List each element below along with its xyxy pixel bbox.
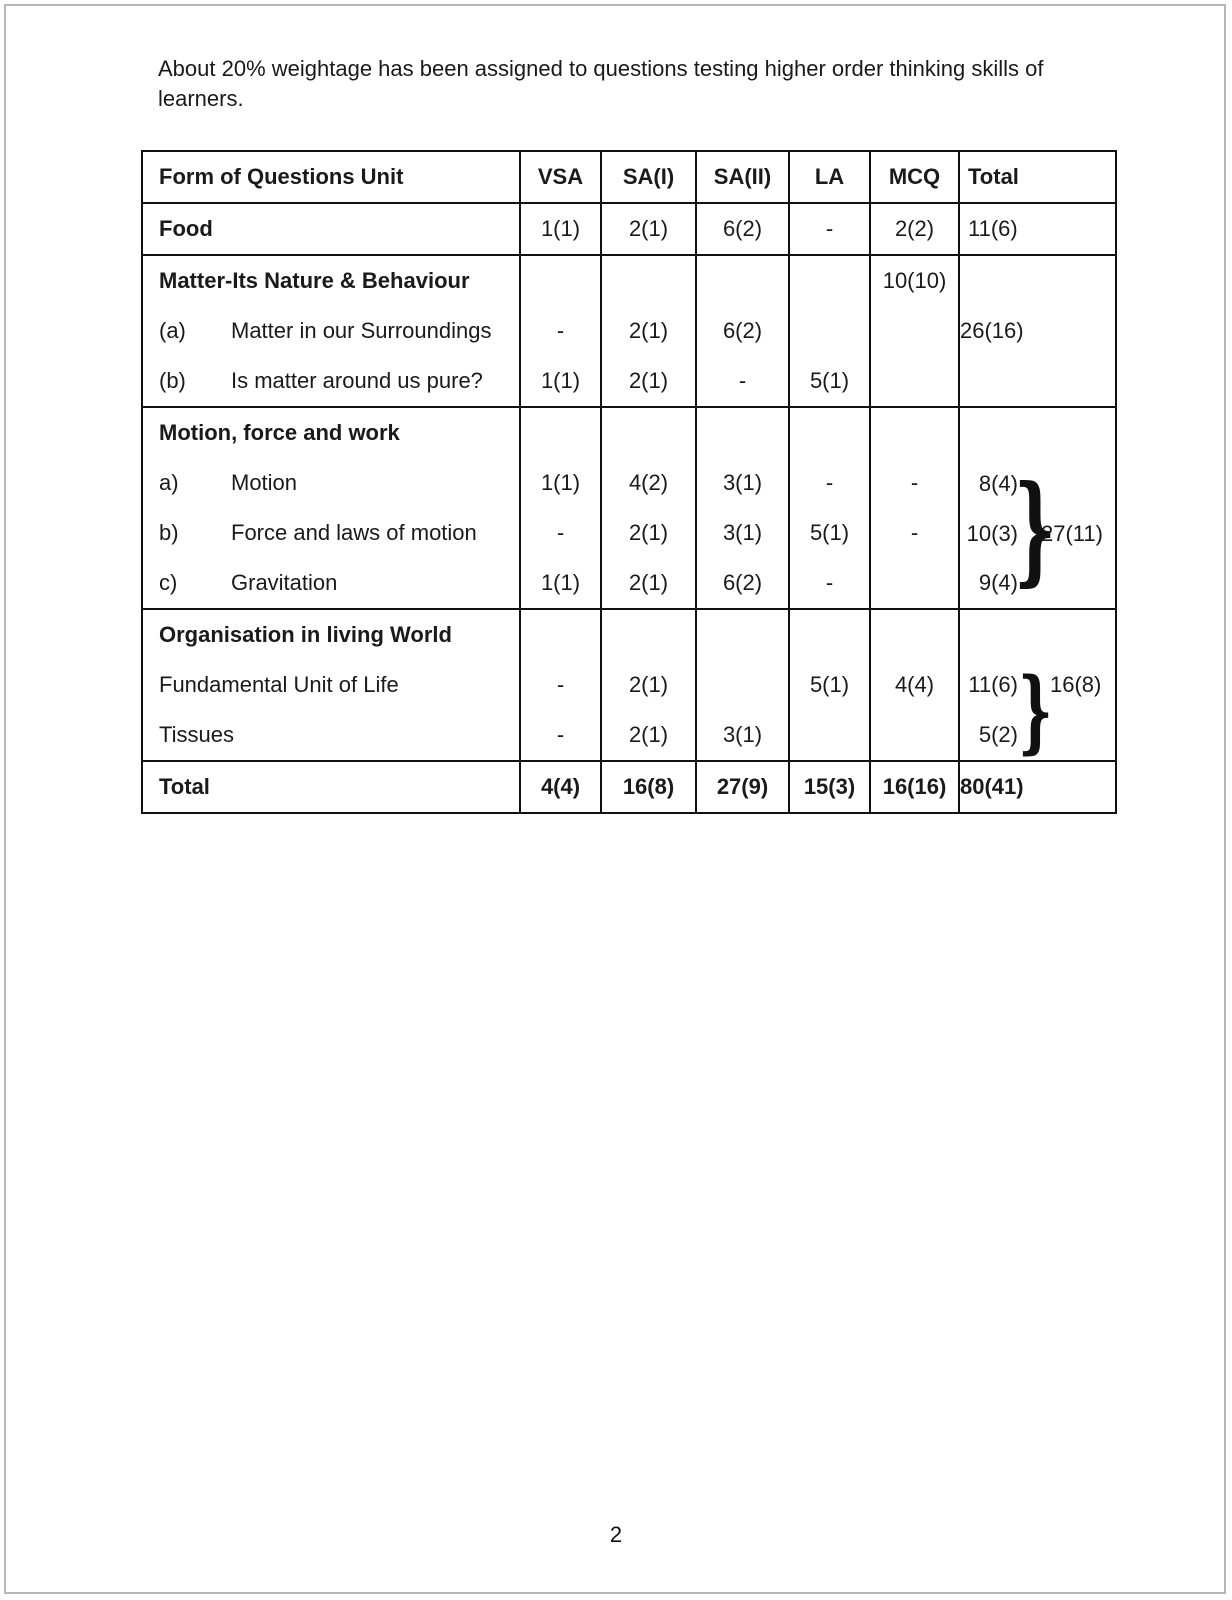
matter-heading-row: [142, 255, 1116, 306]
cell-vsa: -: [520, 660, 601, 710]
organisation-total-cell: [959, 609, 1116, 764]
organisation-heading-row: [142, 609, 1116, 660]
header-total: Total: [959, 151, 1116, 203]
grand-total-sa1: 16(8): [601, 761, 696, 813]
cell-sa2: 3(1): [696, 508, 789, 558]
cell-total: 11(6): [968, 672, 1018, 697]
motion-heading-row: [142, 407, 1116, 458]
cell-sa2: -: [696, 356, 789, 407]
cell-vsa: 1(1): [520, 458, 601, 508]
cell-sa1: 4(2): [601, 458, 696, 508]
cell-la: 5(1): [789, 508, 870, 558]
grand-total-row: [142, 761, 1116, 813]
header-vsa: VSA: [520, 151, 601, 203]
motion-total-cell: [959, 407, 1116, 609]
motion-group-total: 27(11): [1041, 521, 1103, 546]
motion-total: 8(4): [978, 471, 1018, 496]
cell-sa2: 6(2): [696, 558, 789, 609]
matter-total: 26(16): [959, 306, 1116, 356]
cell-la: 5(1): [789, 660, 870, 710]
subunit-name: Tissues: [142, 710, 520, 761]
force-total: 10(3): [966, 521, 1018, 546]
food-row: [142, 203, 1116, 255]
matter-mcq: 10(10): [870, 255, 959, 306]
cell-la: 5(1): [789, 356, 870, 407]
cell-mcq: [870, 558, 959, 609]
header-sa1: SA(I): [601, 151, 696, 203]
cell-sa2: 3(1): [696, 458, 789, 508]
subunit-name: Gravitation: [231, 570, 338, 595]
food-mcq: 2(2): [870, 203, 959, 255]
grand-total-la: 15(3): [789, 761, 870, 813]
cell-sa2: [696, 660, 789, 710]
row-label: (b): [159, 368, 186, 393]
grand-total-mcq: 16(16): [870, 761, 959, 813]
row-label: a): [159, 470, 179, 495]
unit-food: Food: [142, 203, 520, 255]
subunit-name: Motion: [231, 470, 298, 495]
table-row: [142, 356, 1116, 407]
subunit-name: Fundamental Unit of Life: [142, 660, 520, 710]
header-sa2: SA(II): [696, 151, 789, 203]
cell-mcq: [870, 710, 959, 761]
food-la: -: [789, 203, 870, 255]
cell-vsa: 1(1): [520, 558, 601, 609]
unit-organisation: Organisation in living World: [142, 609, 520, 660]
grand-total-vsa: 4(4): [520, 761, 601, 813]
right-brace-icon: }: [1014, 459, 1056, 598]
cell-sa1: 2(1): [601, 558, 696, 609]
header-la: LA: [789, 151, 870, 203]
cell-vsa: -: [520, 306, 601, 356]
cell-sa1: 2(1): [601, 306, 696, 356]
food-vsa: 1(1): [520, 203, 601, 255]
cell-vsa: -: [520, 710, 601, 761]
cell-la: -: [789, 558, 870, 609]
cell-sa2: 3(1): [696, 710, 789, 761]
unit-motion: Motion, force and work: [142, 407, 520, 458]
header-unit: Form of Questions Unit: [142, 151, 520, 203]
cell-sa1: 2(1): [601, 710, 696, 761]
row-label: c): [159, 570, 178, 595]
table-row: [142, 306, 1116, 356]
row-label: b): [159, 520, 179, 545]
cell-la: -: [789, 458, 870, 508]
cell-sa1: 2(1): [601, 356, 696, 407]
cell-mcq: 4(4): [870, 660, 959, 710]
grand-total-sa2: 27(9): [696, 761, 789, 813]
food-sa1: 2(1): [601, 203, 696, 255]
cell-la: [789, 306, 870, 356]
food-total: 11(6): [959, 203, 1116, 255]
question-blueprint-table: [141, 150, 1117, 814]
page-number: 2: [609, 1522, 623, 1547]
cell-mcq: -: [870, 508, 959, 558]
cell-vsa: -: [520, 508, 601, 558]
cell-sa1: 2(1): [601, 660, 696, 710]
cell-la: [789, 710, 870, 761]
grand-total-total: 80(41): [959, 761, 1116, 813]
subunit-name: Force and laws of motion: [231, 520, 477, 545]
subunit-name: Is matter around us pure?: [231, 368, 483, 393]
row-label: (a): [159, 318, 186, 343]
right-brace-icon: }: [1018, 658, 1053, 764]
cell-mcq: -: [870, 458, 959, 508]
food-sa2: 6(2): [696, 203, 789, 255]
gravitation-total: 9(4): [978, 570, 1018, 595]
header-mcq: MCQ: [870, 151, 959, 203]
unit-matter: Matter-Its Nature & Behaviour: [142, 255, 520, 306]
organisation-group-total: 16(8): [1050, 672, 1102, 697]
subunit-name: Matter in our Surroundings: [231, 318, 492, 343]
cell-vsa: 1(1): [520, 356, 601, 407]
header-row: [142, 151, 1116, 203]
cell-sa1: 2(1): [601, 508, 696, 558]
cell-total: 5(2): [978, 722, 1018, 747]
intro-paragraph: About 20% weightage has been assigned to questions testing higher order thinking skills of learners.: [158, 56, 1044, 111]
grand-total-label: Total: [142, 761, 520, 813]
cell-sa2: 6(2): [696, 306, 789, 356]
